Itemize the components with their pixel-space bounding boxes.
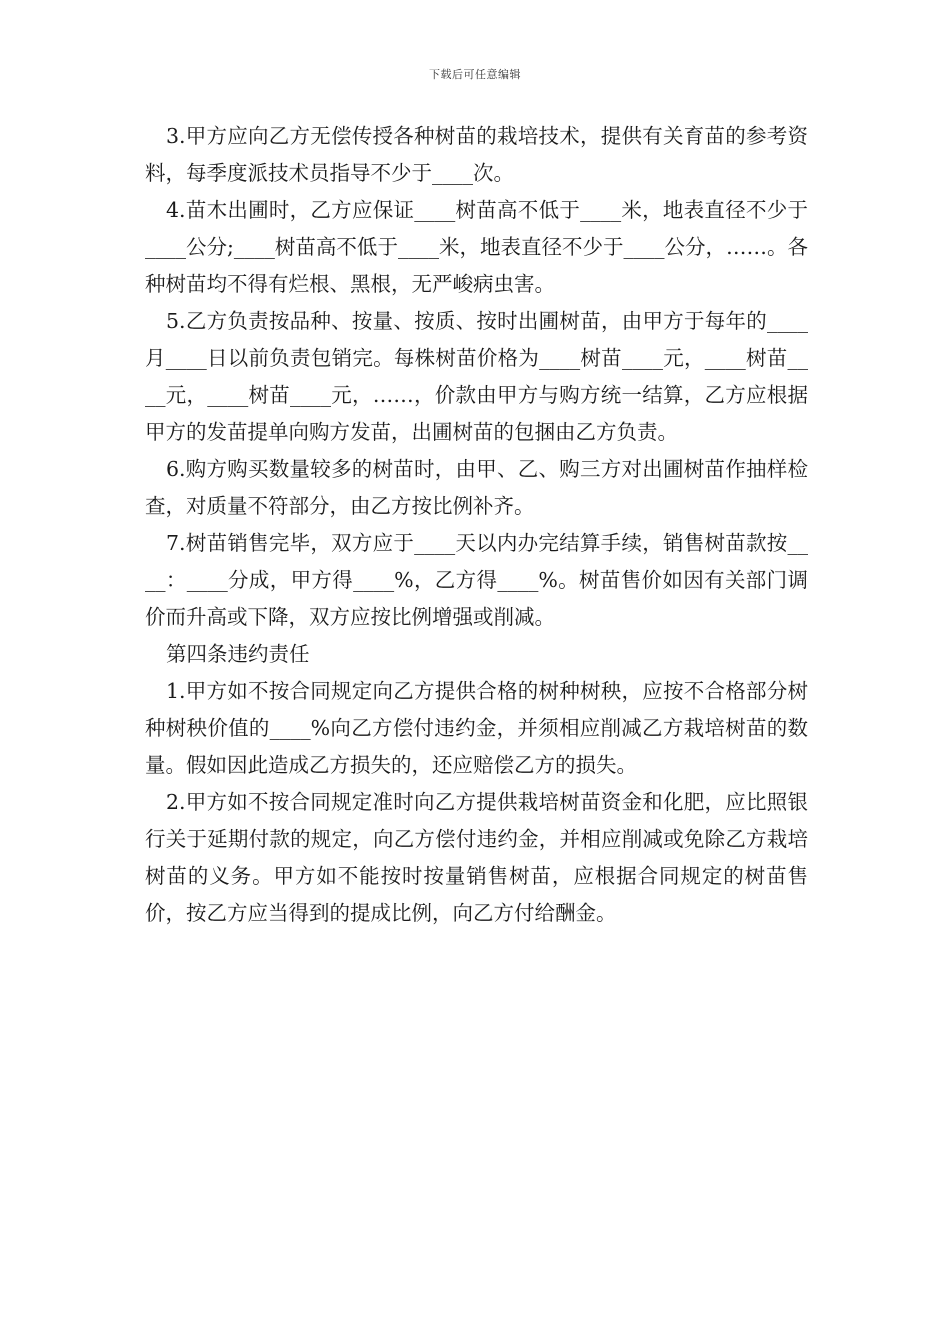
section-heading-breach-liability: 第四条违约责任 (166, 642, 310, 666)
clause-5-sales-and-pricing: 5.乙方负责按品种、按量、按质、按时出圃树苗，由甲方于每年的____月____日以前负责包销完。每株树苗价格为____树苗____元，____树苗____元，____树苗____元，……，价款由甲方与购方统一结算，乙方应根据甲方的发苗提单向购方发苗，出圃树苗的包捆由乙方负责。 (145, 309, 808, 444)
clause-7-settlement: 7.树苗销售完毕，双方应于____天以内办完结算手续，销售树苗款按____：____分成，甲方得____%，乙方得____%。树苗售价如因有关部门调价而升高或下降，双方应按比例增强或削减。 (145, 531, 808, 629)
clause-6-sampling-inspection: 6.购方购买数量较多的树苗时，由甲、乙、购三方对出圃树苗作抽样检查，对质量不符部分，由乙方按比例补齐。 (145, 457, 808, 518)
clause-3-technical-support: 3.甲方应向乙方无偿传授各种树苗的栽培技术，提供有关育苗的参考资料，每季度派技术员指导不少于____次。 (145, 124, 808, 185)
document-body (145, 118, 808, 932)
breach-clause-1: 1.甲方如不按合同规定向乙方提供合格的树种树秧，应按不合格部分树种树秧价值的____%向乙方偿付违约金，并须相应削减乙方栽培树苗的数量。假如因此造成乙方损失的，还应赔偿乙方的损失。 (145, 679, 808, 777)
clause-4-seedling-standards: 4.苗木出圃时，乙方应保证____树苗高不低于____米，地表直径不少于____公分;____树苗高不低于____米，地表直径不少于____公分，……。各种树苗均不得有烂根、黑根，无严峻病虫害。 (145, 198, 808, 296)
breach-clause-2: 2.甲方如不按合同规定准时向乙方提供栽培树苗资金和化肥，应比照银行关于延期付款的规定，向乙方偿付违约金，并相应削减或免除乙方栽培树苗的义务。甲方如不能按时按量销售树苗，应根据合同规定的树苗售价，按乙方应当得到的提成比例，向乙方付给酬金。 (145, 790, 808, 925)
page-header-note: 下载后可任意编辑 (429, 68, 521, 81)
